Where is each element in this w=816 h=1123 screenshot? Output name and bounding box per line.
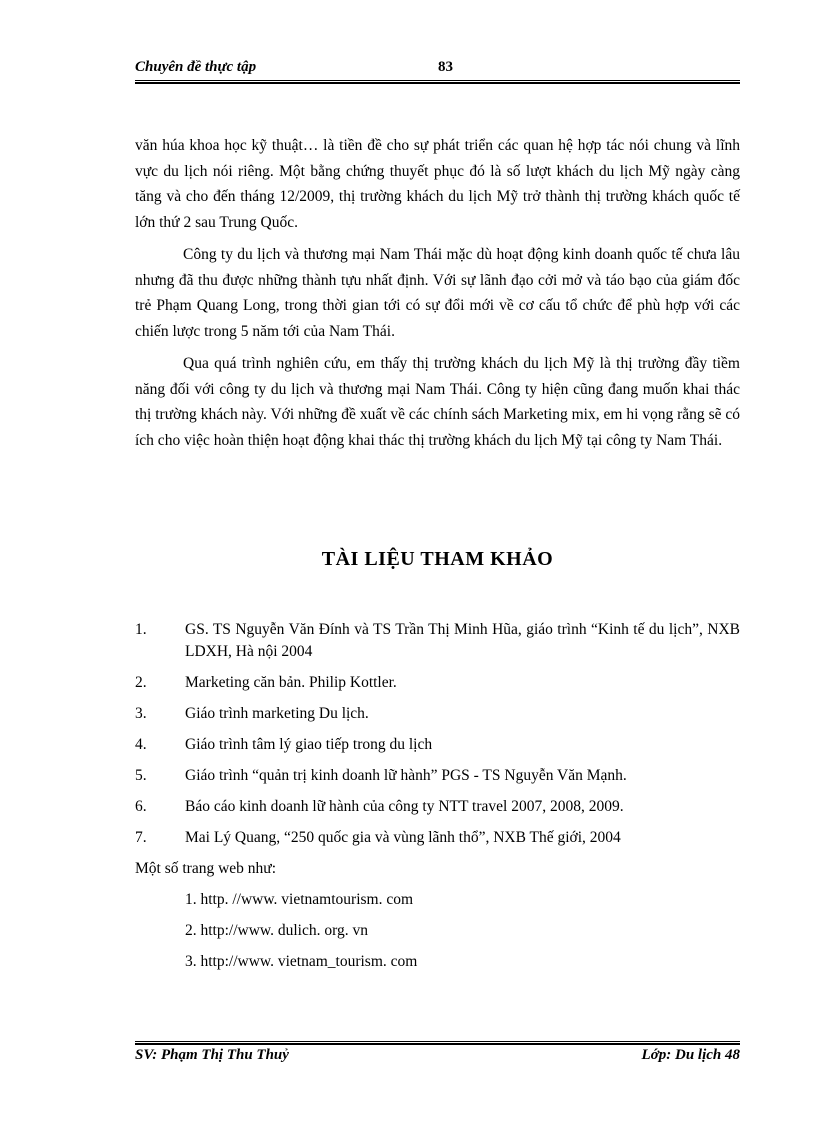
reference-text: GS. TS Nguyễn Văn Đính và TS Trần Thị Minh Hũa, giáo trình “Kinh tế du lịch”, NXB LDXH, Hà nội 2004 — [185, 621, 740, 660]
page-number: 83 — [438, 59, 453, 75]
footer-class: Lớp: Du lịch 48 — [641, 1047, 740, 1063]
reference-number: 1. — [135, 621, 147, 638]
reference-text: Mai Lý Quang, “250 quốc gia và vùng lãnh thổ”, NXB Thế giới, 2004 — [185, 829, 621, 846]
page-header — [135, 57, 740, 79]
reference-number: 4. — [135, 736, 147, 753]
paragraph: văn húa khoa học kỹ thuật… là tiền đề cho sự phát triển các quan hệ hợp tác nói chung và lĩnh vực du lịch nói riêng. Một bằng chứng thuyết phục đó là số lượt khách du lịch Mỹ ngày càng tăng và cho đến tháng 12/2009, thị trường khách du lịch Mỹ trở thành thị trường khách quốc tế lớn thứ 2 sau Trung Quốc. — [135, 137, 740, 231]
paragraph: Qua quá trình nghiên cứu, em thấy thị trường khách du lịch Mỹ là thị trường đầy tiềm năng đối với công ty du lịch và thương mại Nam Thái. Công ty hiện cũng đang muốn khai thác thị trường khách này. Với những đề xuất về các chính sách Marketing mix, em hi vọng rằng sẽ có ích cho việc hoàn thiện hoạt động khai thác thị trường khách du lịch Mỹ tại công ty Nam Thái. — [135, 355, 740, 449]
reference-number: 5. — [135, 767, 147, 784]
reference-text: Marketing căn bản. Philip Kottler. — [185, 674, 397, 691]
reference-text: Giáo trình “quản trị kinh doanh lữ hành” PGS - TS Nguyễn Văn Mạnh. — [185, 767, 627, 784]
website-link: 3. http://www. vietnam_tourism. com — [185, 953, 418, 970]
references-list — [135, 619, 740, 982]
reference-item — [135, 672, 740, 694]
reference-number: 6. — [135, 798, 147, 815]
websites-intro: Một số trang web như: — [135, 860, 276, 877]
reference-number: 3. — [135, 705, 147, 722]
website-link: 2. http://www. dulich. org. vn — [185, 922, 368, 939]
reference-item — [135, 827, 740, 849]
reference-item — [135, 619, 740, 663]
paragraph: Công ty du lịch và thương mại Nam Thái mặc dù hoạt động kinh doanh quốc tế chưa lâu nhưng đã thu được những thành tựu nhất định. Với sự lãnh đạo cởi mở và táo bạo của giám đốc trẻ Phạm Quang Long, trong thời gian tới có sự đổi mới về cơ cấu tổ chức để phù hợp với các chiến lược trong 5 năm tới của Nam Thái. — [135, 246, 740, 340]
header-title: Chuyên đề thực tập — [135, 59, 257, 75]
body-text — [135, 133, 740, 460]
reference-text: Giáo trình tâm lý giao tiếp trong du lịch — [185, 736, 433, 753]
footer-divider — [135, 1041, 740, 1045]
footer-student: SV: Phạm Thị Thu Thuỷ — [135, 1047, 289, 1063]
reference-item — [135, 703, 740, 725]
reference-item — [135, 734, 740, 756]
website-link: 1. http. //www. vietnamtourism. com — [185, 891, 414, 908]
reference-item — [135, 796, 740, 818]
header-divider — [135, 80, 740, 84]
reference-item — [135, 765, 740, 787]
references-heading: TÀI LIỆU THAM KHẢO — [321, 548, 554, 570]
reference-text: Giáo trình marketing Du lịch. — [185, 705, 369, 722]
reference-number: 2. — [135, 674, 147, 691]
reference-number: 7. — [135, 829, 147, 846]
reference-text: Báo cáo kinh doanh lữ hành của công ty NTT travel 2007, 2008, 2009. — [185, 798, 624, 815]
